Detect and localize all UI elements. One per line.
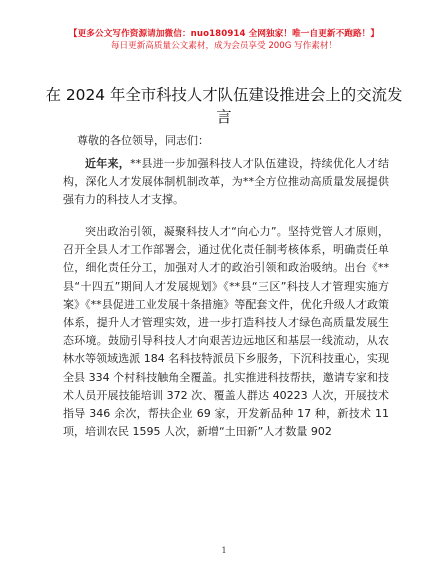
paragraph-1-text: **县进一步加强科技人才队伍建设，持续优化人才结构，深化人才发展体制机制改革，为**全方位推动高质量发展提供强有力的科技人才支撑。 [63,157,389,207]
greeting: 尊敬的各位领导，同志们： [77,134,209,147]
paragraph-1 [63,155,389,210]
paragraph-2: 突出政治引领，凝聚科技人才“向心力”。坚持党管人才原则，召开全县人才工作部署会，通过优化责任制考核体系，明确责任单位，细化责任分工，加强对人才的政治引领和政治吸纳。出台《**县“十四五”期间人才发展规划》《**县“三区”科技人才管理实施方案》《**县促进工业发展十条措施》等配套文件，优化升级人才政策体系，提升人才管理实效，进一步打造科技人才绿色高质量发展生态环境。鼓励引导科技人才向艰苦边远地区和基层一线流动，从农林水等领域选派 184 名科技特派员下乡服务，下沉科技重心，实现全县 334 个村科技触角全覆盖。扎实推进科技帮扶，邀请专家和技术人员开展技能培训 372 次、覆盖人群达 40223 人次，开展技术指导 346 余次，帮扶企业 69 家，开发新品种 17 种，新技术 11 项，培训农民 1595 人次，新增“土田新”人才数量 902 [63,225,389,439]
document-title: 在 2024 年全市科技人才队伍建设推进会上的交流发言 [45,86,403,126]
page-number: 1 [221,546,227,555]
promo-banner-line1: 【更多公文写作资源请加微信：nuo180914 全网独家！唯一自更新不跑路！】 [68,29,380,39]
promo-banner [0,28,448,52]
promo-banner-line2: 每日更新高质量公文素材，成为会员享受 200G 写作素材！ [110,41,338,51]
paragraph-1-lead: 近年来， [85,157,131,170]
